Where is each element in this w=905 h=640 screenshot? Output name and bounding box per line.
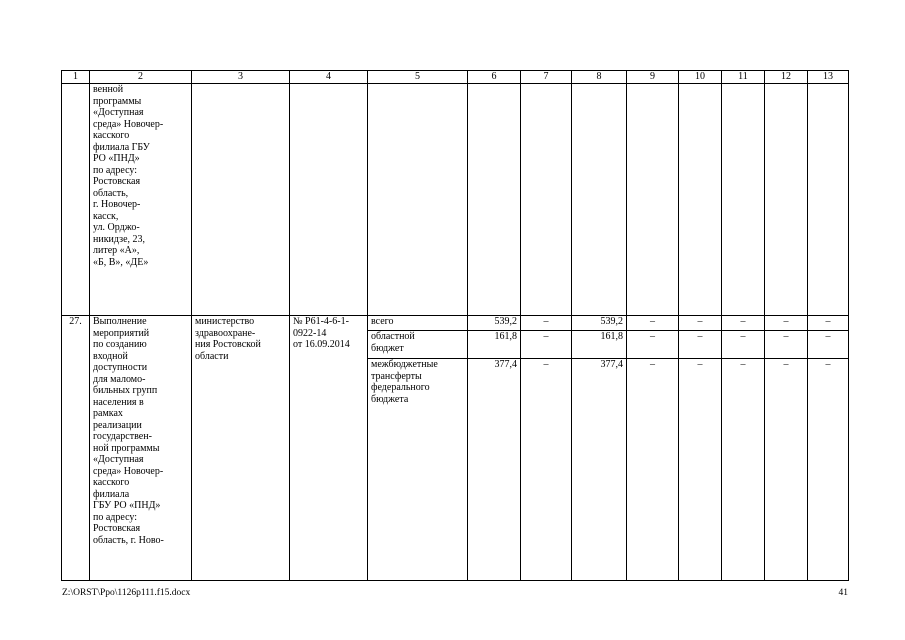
value-federal: – [543,359,549,370]
column-header: 10 [679,71,722,84]
empty-cell [192,84,290,316]
empty-cell [722,84,765,316]
row-number-cell: 27. [62,316,90,581]
row-number-cell [62,84,90,316]
value-total: – [765,316,807,331]
value-column-7 [521,316,572,581]
page-number: 41 [838,588,848,598]
value-column-6 [468,316,521,581]
value-regional: – [765,331,807,359]
empty-cell [627,84,679,316]
funding-source-federal: межбюджетные трансферты федерального бюджета [371,359,438,405]
value-column-13 [808,316,849,581]
value-total: – [521,316,571,331]
value-column-10 [679,316,722,581]
value-regional: – [521,331,571,359]
value-total: – [627,316,678,331]
empty-cell [808,84,849,316]
column-header: 12 [765,71,808,84]
value-regional: – [722,331,764,359]
value-regional: 161,8 [468,331,520,359]
column-header: 8 [572,71,627,84]
empty-cell [572,84,627,316]
value-column-11 [722,316,765,581]
footer-file-path: Z:\ORST\Ppo\1126p111.f15.docx [62,588,191,598]
value-total: – [808,316,848,331]
value-column-8 [572,316,627,581]
column-header: 11 [722,71,765,84]
value-column-9 [627,316,679,581]
empty-cell [765,84,808,316]
value-federal: 377,4 [494,359,517,370]
measure-description-cell: венной программы «Доступная среда» Новочер- касского филиала ГБУ РО «ПНД» по адресу: Ростовская область, г. Новочер- касск, ул. Орджо- никидзе, 23, литер «А», «Б, В», «ДЕ» [90,84,192,316]
value-federal: – [697,359,703,370]
table-row-27 [62,316,849,581]
column-number-row [62,71,849,84]
empty-cell [521,84,572,316]
column-header: 5 [368,71,468,84]
value-regional: – [679,331,721,359]
column-header: 7 [521,71,572,84]
empty-cell [468,84,521,316]
value-federal: – [825,359,831,370]
contract-number-cell: № Р61-4-6-1- 0922-14 от 16.09.2014 [290,316,368,581]
budget-table [61,70,849,581]
empty-cell [368,84,468,316]
empty-cell [679,84,722,316]
column-header: 3 [192,71,290,84]
value-federal: – [740,359,746,370]
table-row-continued [62,84,849,316]
value-regional: – [808,331,848,359]
measure-description-cell: Выполнение мероприятий по созданию входной доступности для маломо- бильных групп населения в рамках реализации государствен- ной программы «Доступная среда» Новочер- касского филиала ГБУ РО «ПНД» по адресу: Ростовская область, г. Ново- [90,316,192,581]
value-federal: 377,4 [600,359,623,370]
value-total: 539,2 [468,316,520,331]
funding-source-total: всего [368,316,467,331]
responsible-executor-cell: министерство здравоохране- ния Ростовской области [192,316,290,581]
column-header: 4 [290,71,368,84]
value-total: – [679,316,721,331]
value-total: – [722,316,764,331]
value-federal: – [783,359,789,370]
value-regional: – [627,331,678,359]
column-header: 1 [62,71,90,84]
column-header: 13 [808,71,849,84]
value-regional: 161,8 [572,331,626,359]
empty-cell [290,84,368,316]
value-federal: – [650,359,655,370]
funding-source-regional: областной бюджет [368,331,467,359]
value-column-12 [765,316,808,581]
column-header: 2 [90,71,192,84]
funding-source-cell [368,316,468,581]
column-header: 9 [627,71,679,84]
column-header: 6 [468,71,521,84]
value-total: 539,2 [572,316,626,331]
